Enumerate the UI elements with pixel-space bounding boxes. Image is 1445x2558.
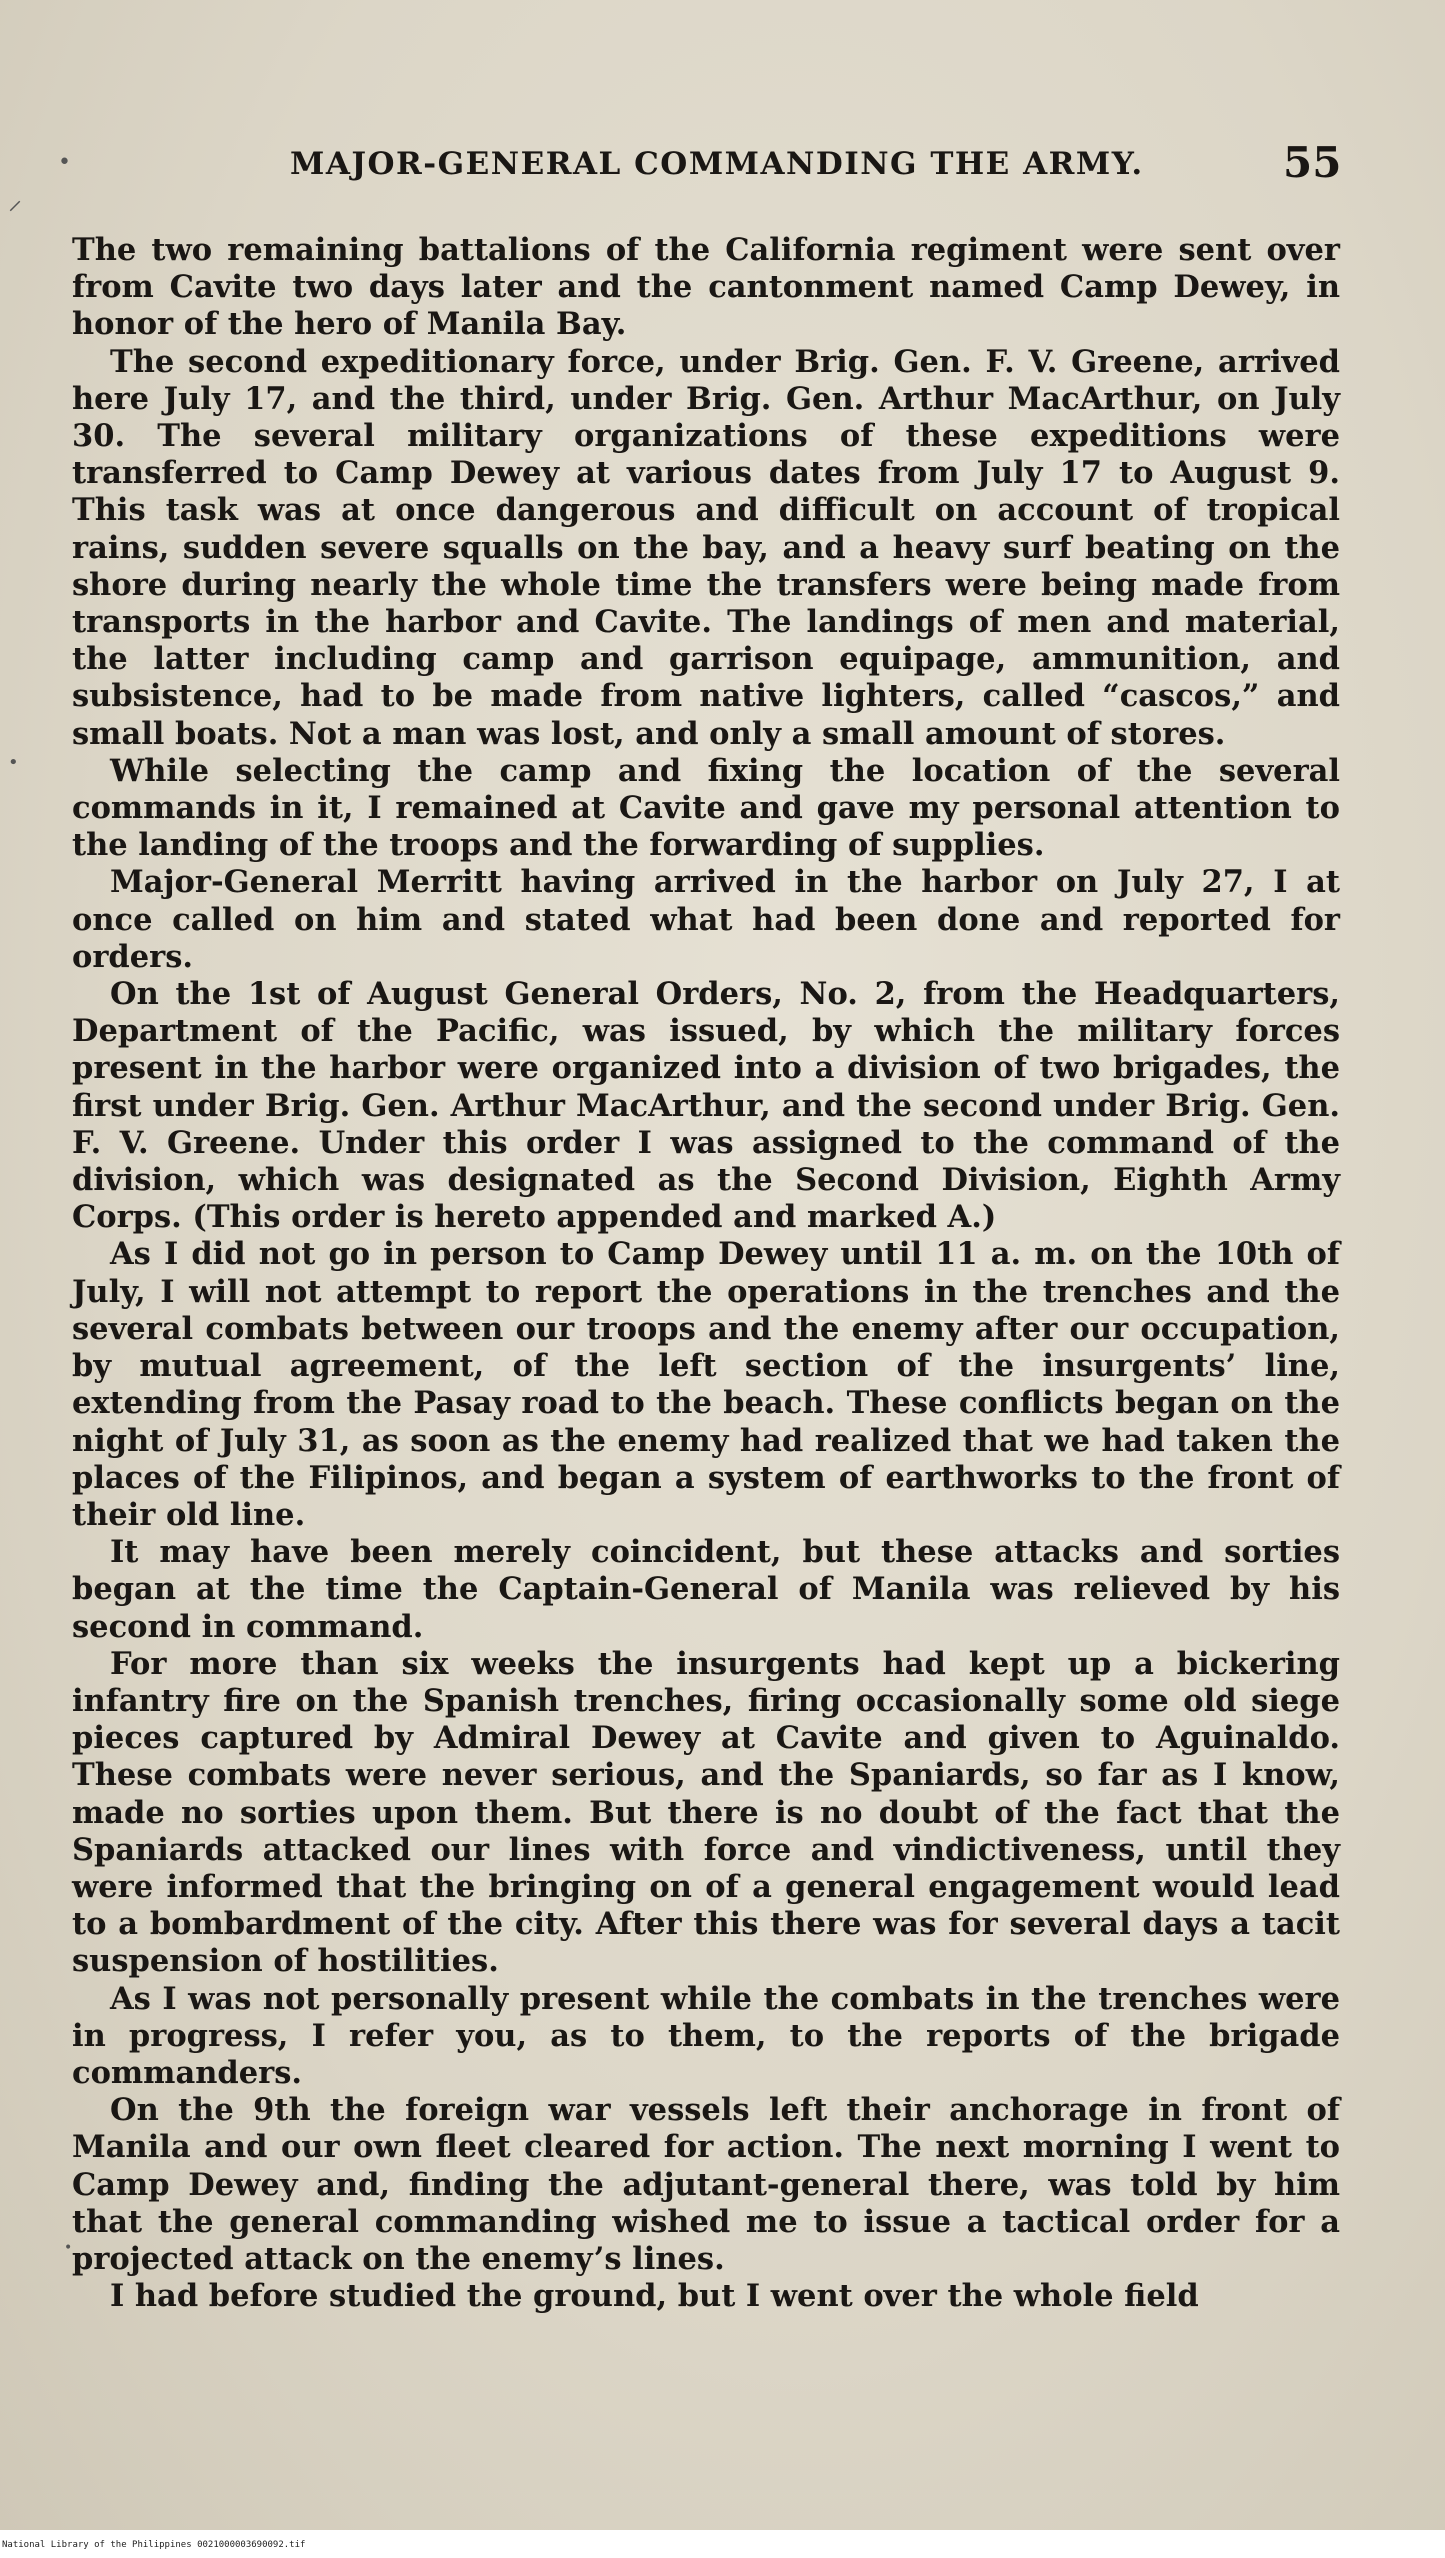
paragraph: The second expeditionary force, under Brig. Gen. F. V. Greene, arrived here July 17, and the third, under Brig. Gen. Arthur MacArthur, on July 30. The several military organizations of these expeditions were transferred to Camp Dewey at various dates from July 17 to August 9. This task was at once dangerous and difficult on account of tropical rains, sudden severe squalls on the bay, and a heavy surf beating on the shore during nearly the whole time the transfers were being made from transports in the harbor and Cavite. The landings of men and material, the latter including camp and garrison equipage, ammunition, and subsistence, had to be made from native lighters, called “cascos,” and small boats. Not a man was lost, and only a small amount of stores. xyxy=(72,343,1340,752)
source-line: National Library of the Philippines 0021000003690092.tif xyxy=(2,2540,306,2550)
page-header xyxy=(0,138,1445,198)
paragraph: For more than six weeks the insurgents had kept up a bickering infantry fire on the Spanish trenches, firing occasionally some old siege pieces captured by Admiral Dewey at Cavite and given to Aguinaldo. These combats were never serious, and the Spaniards, so far as I know, made no sorties upon them. But there is no doubt of the fact that the Spaniards attacked our lines with force and vindictiveness, until they were informed that the bringing on of a general engagement would lead to a bombardment of the city. After this there was for several days a tacit suspension of hostilities. xyxy=(72,1645,1340,1980)
paragraph: While selecting the camp and fixing the location of the several commands in it, I remained at Cavite and gave my personal attention to the landing of the troops and the forwarding of supplies. xyxy=(72,752,1340,864)
paragraph: As I did not go in person to Camp Dewey until 11 a. m. on the 10th of July, I will not attempt to report the operations in the trenches and the several combats between our troops and the enemy after our occupation, by mutual agreement, of the left section of the insurgents’ line, extending from the Pasay road to the beach. These conflicts began on the night of July 31, as soon as the enemy had realized that we had taken the places of the Filipinos, and began a system of earthworks to the front of their old line. xyxy=(72,1236,1340,1533)
paragraph: On the 1st of August General Orders, No. 2, from the Headquarters, Department of the Pacific, was issued, by which the military forces present in the harbor were organized into a division of two brigades, the first under Brig. Gen. Arthur MacArthur, and the second under Brig. Gen. F. V. Greene. Under this order I was assigned to the command of the division, which was designated as the Second Division, Eighth Army Corps. (This order is hereto appended and marked A.) xyxy=(72,976,1340,1236)
paragraph: The two remaining battalions of the California regiment were sent over from Cavite two days later and the cantonment named Camp Dewey, in honor of the hero of Manila Bay. xyxy=(72,232,1340,343)
paragraph: I had before studied the ground, but I went over the whole field xyxy=(110,2278,1199,2315)
paragraph: As I was not personally present while the combats in the trenches were in progress, I refer you, as to them, to the reports of the brigade commanders. xyxy=(72,1980,1340,2091)
margin-mark: ⸝ xyxy=(8,183,23,216)
page-number: 55 xyxy=(1283,138,1342,187)
paragraph: Major-General Merritt having arrived in the harbor on July 27, I at once called on him and stated what had been done and reported for orders. xyxy=(72,864,1340,975)
paragraph: It may have been merely coincident, but these attacks and sorties began at the time the Captain-General of Manila was relieved by his second in command. xyxy=(72,1534,1340,1645)
margin-mark: • xyxy=(64,2240,73,2256)
paragraph: On the 9th the foreign war vessels left their anchorage in front of Manila and our own fleet cleared for action. The next morning I went to Camp Dewey and, finding the adjutant-general there, was told by him that the general commanding wished me to issue a tactical order for a projected attack on the enemy’s lines. xyxy=(72,2092,1340,2277)
scan-footer xyxy=(0,2530,1445,2558)
margin-mark: • xyxy=(58,150,71,175)
body-text xyxy=(72,232,1340,2315)
running-title: MAJOR-GENERAL COMMANDING THE ARMY. xyxy=(290,146,1144,182)
margin-mark: • xyxy=(8,752,19,773)
